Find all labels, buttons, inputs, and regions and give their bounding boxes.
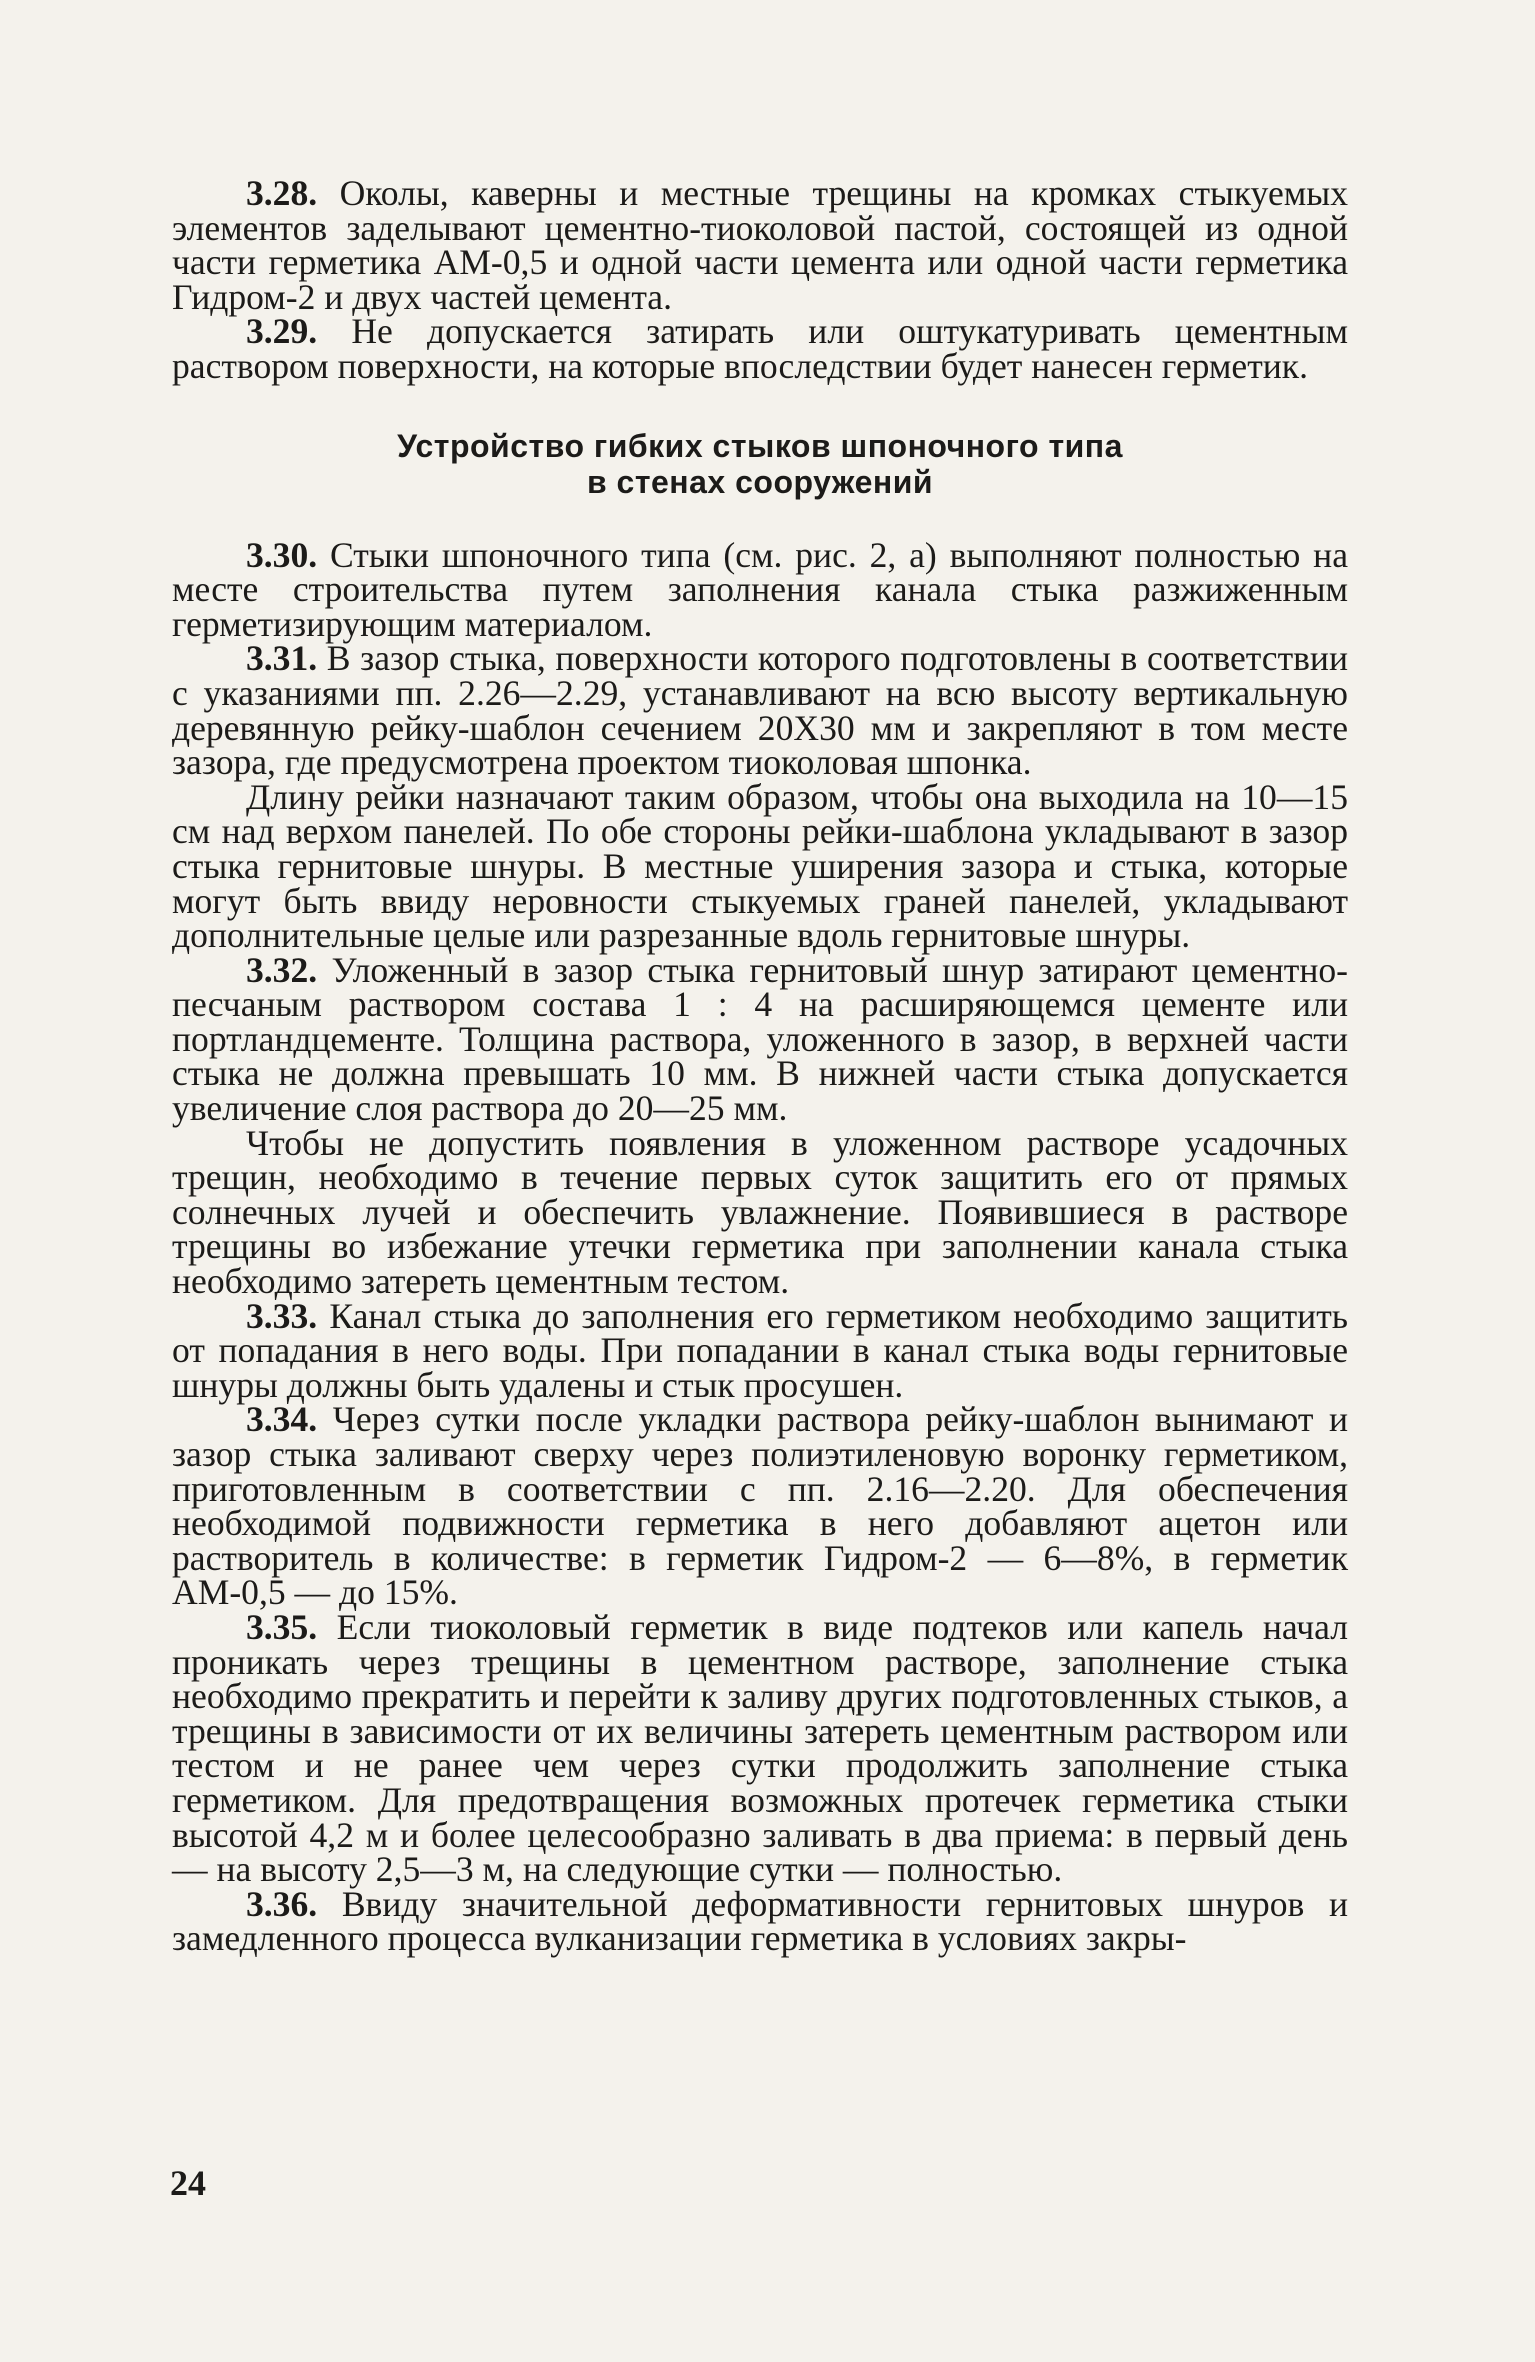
paragraph-text: Околы, каверны и местные трещины на кромках стыкуемых элементов заделывают цементно-тиоколовой пастой, состоящей из одной части герметика АМ-0,5 и одной части цемента или одной части герметика Гидром-2 и двух частей цемента.: [172, 173, 1348, 317]
paragraph-number: 3.28.: [246, 173, 318, 213]
paragraph-3-31: [172, 638, 1348, 783]
paragraph-text: Если тиоколовый герметик в виде подтеков или капель начал проникать через трещины в цементном растворе, заполнение стыка необходимо прекратить и перейти к заливу других подготовленных стыков, а трещины в зависимости от их величины затереть цементным раствором или тестом и не ранее чем через сутки продолжить заполнение стыка герметиком. Для предотвращения возможных протечек герметика стыки высотой 4,2 м и более целесообразно заливать в два приема: в первый день — на высоту 2,5—3 м, на следующие сутки — полностью.: [172, 1606, 1348, 1890]
paragraph-number: 3.30.: [246, 534, 318, 575]
paragraph-text: Стыки шпоночного типа (см. рис. 2, а) выполняют полностью на месте строительства путем заполнения канала стыка разжиженным герметизирующим материалом.: [172, 534, 1348, 644]
paragraph-3-28: [172, 173, 1348, 317]
paragraph-text: Чтобы не допустить появления в уложенном растворе усадочных трещин, необходимо в течение первых суток защитить его от прямых солнечных лучей и обеспечить увлажнение. Появившиеся в растворе трещины во избежание утечки герметика при заполнении канала стыка необходимо затереть цементным тестом.: [172, 1122, 1348, 1302]
paragraph-3-29: [172, 311, 1348, 386]
paragraph-number: 3.29.: [246, 311, 318, 352]
heading-line-1: Устройство гибких стыков шпоночного типа: [397, 427, 1123, 464]
paragraph-number: 3.32.: [246, 949, 318, 990]
paragraph-3-36: [172, 1883, 1348, 1959]
paragraph-3-34: [172, 1399, 1348, 1613]
paragraph-number: 3.35.: [246, 1606, 318, 1647]
paragraph-number: 3.33.: [246, 1295, 318, 1336]
heading-line-2: в стенах сооружений: [586, 463, 934, 500]
paragraph-text: Уложенный в зазор стыка гернитовый шнур затирают цементно-песчаным раствором состава 1 : 4 на расширяющемся цементе или портландцементе. Толщина раствора, уложенного в зазор, в верхней части стыка не должна превышать 10 мм. В нижней части стыка допускается увеличение слоя раствора до 20—25 мм.: [172, 949, 1348, 1129]
paragraph-text: Ввиду значительной деформативности гернитовых шнуров и замедленного процесса вулканизации герметика в условиях закры-: [172, 1883, 1348, 1959]
paragraph-text: В зазор стыка, поверхности которого подготовлены в соответствии с указаниями пп. 2.26—2.29, устанавливают на всю высоту вертикальную деревянную рейку-шаблон сечением 20Х30 мм и закрепляют в том месте зазора, где предусмотрена проектом тиоколовая шпонка.: [172, 638, 1348, 783]
paragraph-text: Не допускается затирать или оштукатуривать цементным раствором поверхности, на которые впоследствии будет нанесен герметик.: [172, 311, 1348, 386]
section-after: [172, 534, 1348, 1959]
page-number: 24: [170, 2163, 206, 2203]
section-heading: [172, 428, 1348, 500]
paragraph-number: 3.34.: [246, 1399, 318, 1440]
paragraph-text: Длину рейки назначают таким образом, чтобы она выходила на 10—15 см над верхом панелей. По обе стороны рейки-шаблона укладывают в зазор стыка гернитовые шнуры. В местные уширения зазора и стыка, которые могут быть ввиду неровности стыкуемых граней панелей, укладывают дополнительные целые или разрезанные вдоль гернитовые шнуры.: [172, 776, 1348, 956]
document-page: [172, 173, 1348, 1959]
paragraph-3-32-continued: [172, 1122, 1348, 1302]
paragraph-3-30: [172, 534, 1348, 644]
paragraph-3-33: [172, 1295, 1348, 1405]
paragraph-text: Через сутки после укладки раствора рейку-шаблон вынимают и зазор стыка заливают сверху через полиэтиленовую воронку герметиком, приготовленным в соответствии с пп. 2.16—2.20. Для обеспечения необходимой подвижности герметика в него добавляют ацетон или растворитель в количестве: в герметик Гидром-2 — 6—8%, в герметик АМ-0,5 — до 15%.: [172, 1399, 1348, 1613]
paragraph-3-35: [172, 1606, 1348, 1890]
paragraph-text: Канал стыка до заполнения его герметиком необходимо защитить от попадания в него воды. При попадании в канал стыка воды гернитовые шнуры должны быть удалены и стык просушен.: [172, 1295, 1348, 1405]
paragraph-3-32: [172, 949, 1348, 1129]
paragraph-3-31-continued: [172, 776, 1348, 956]
section-before: [172, 173, 1348, 386]
paragraph-number: 3.36.: [246, 1883, 318, 1924]
paragraph-number: 3.31.: [246, 638, 318, 679]
